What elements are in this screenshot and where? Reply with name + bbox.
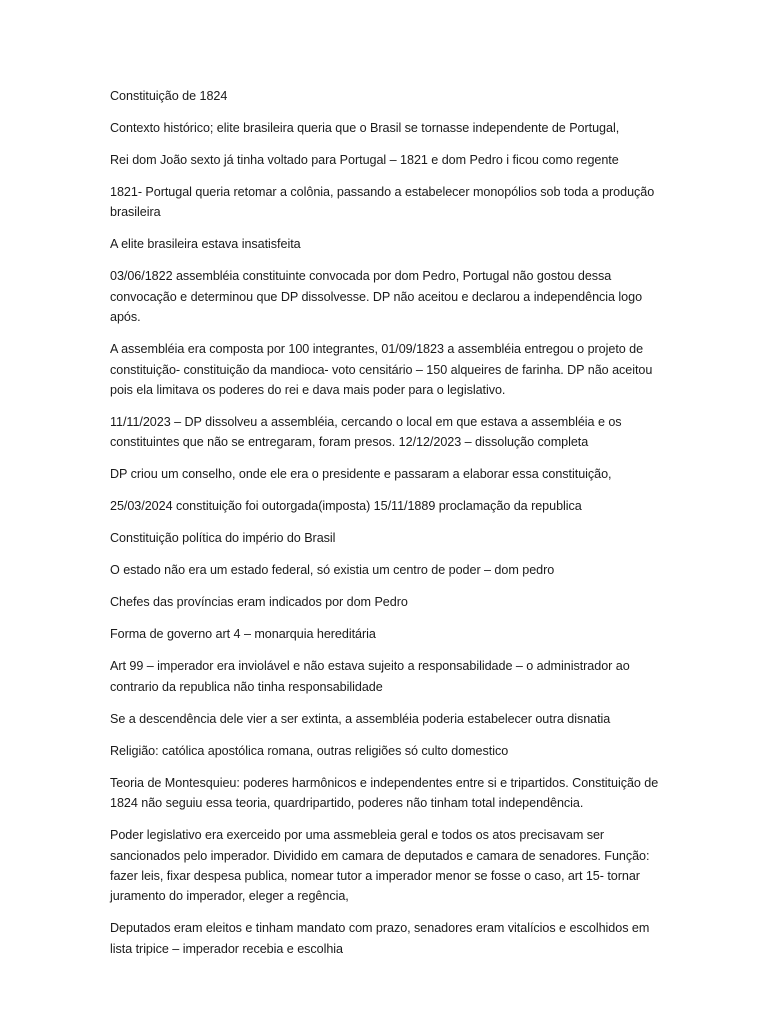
paragraph-descendants: Se a descendência dele vier a ser extinta, a assembléia poderia estabelecer outra disnatia: [110, 711, 611, 726]
paragraph-elite: A elite brasileira estava insatisfeita: [110, 237, 301, 252]
paragraph-provinces: Chefes das províncias eram indicados por dom Pedro: [110, 595, 408, 610]
paragraph-constitution-name: Constituição política do império do Brasil: [110, 531, 336, 546]
paragraph-1821: 1821- Portugal queria retomar a colônia, passando a estabelecer monopólios sob toda a produção brasileira: [110, 185, 655, 220]
paragraph-legislative: Poder legislativo era exerceido por uma assmebleia geral e todos os atos precisavam ser sancionados pelo imperador. Dividido em camara de deputados e camara de senadores. Função: fazer leis, fixar despesa publica, nomear tutor a imperador menor se fosse o caso, art 15- tornar juramento do imperador, eleger a regência,: [110, 828, 650, 904]
paragraph-outorgada: 25/03/2024 constituição foi outorgada(imposta) 15/11/1889 proclamação da republica: [110, 499, 582, 514]
paragraph-dissolution: 11/11/2023 – DP dissolveu a assembléia, cercando o local em que estava a assembléia e os constituintes que não se entregaram, foram presos. 12/12/2023 – dissolução completa: [110, 415, 622, 450]
paragraph-montesquieu: Teoria de Montesquieu: poderes harmônicos e independentes entre si e tripartidos. Constituição de 1824 não seguiu essa teoria, quardripartido, poderes não tinham total independência.: [110, 775, 659, 811]
paragraph-regent: Rei dom João sexto já tinha voltado para Portugal – 1821 e dom Pedro i ficou como regente: [110, 153, 619, 167]
paragraph-art99: Art 99 – imperador era inviolável e não estava sujeito a responsabilidade – o administrador ao contrario da republica não tinha responsabilidade: [110, 659, 630, 694]
paragraph-deputies: Deputados eram eleitos e tinham mandato com prazo, senadores eram vitalícios e escolhidos em lista tripice – imperador recebia e escolhia: [110, 921, 650, 956]
paragraph-government: Forma de governo art 4 – monarquia hereditária: [110, 627, 376, 642]
paragraph-1822: 03/06/1822 assembléia constituinte convocada por dom Pedro, Portugal não gostou dessa convocação e determinou que DP dissolvesse. DP não aceitou e declarou a independência logo após.: [110, 269, 643, 325]
paragraph-context: Contexto histórico; elite brasileira queria que o Brasil se tornasse independente de Portugal,: [110, 121, 620, 135]
paragraph-state: O estado não era um estado federal, só existia um centro de poder – dom pedro: [110, 563, 555, 578]
paragraph-assembly: A assembléia era composta por 100 integrantes, 01/09/1823 a assembléia entregou o projeto de constituição- constituição da mandioca- voto censitário – 150 alqueires de farinha. DP não aceitou pois ela limitava os poderes do rei e dava mais poder para o legislativo.: [110, 342, 653, 398]
document-title: Constituição de 1824: [110, 89, 228, 103]
paragraph-council: DP criou um conselho, onde ele era o presidente e passaram a elaborar essa constituição,: [110, 467, 612, 482]
paragraph-religion: Religião: católica apostólica romana, outras religiões só culto domestico: [110, 743, 509, 758]
